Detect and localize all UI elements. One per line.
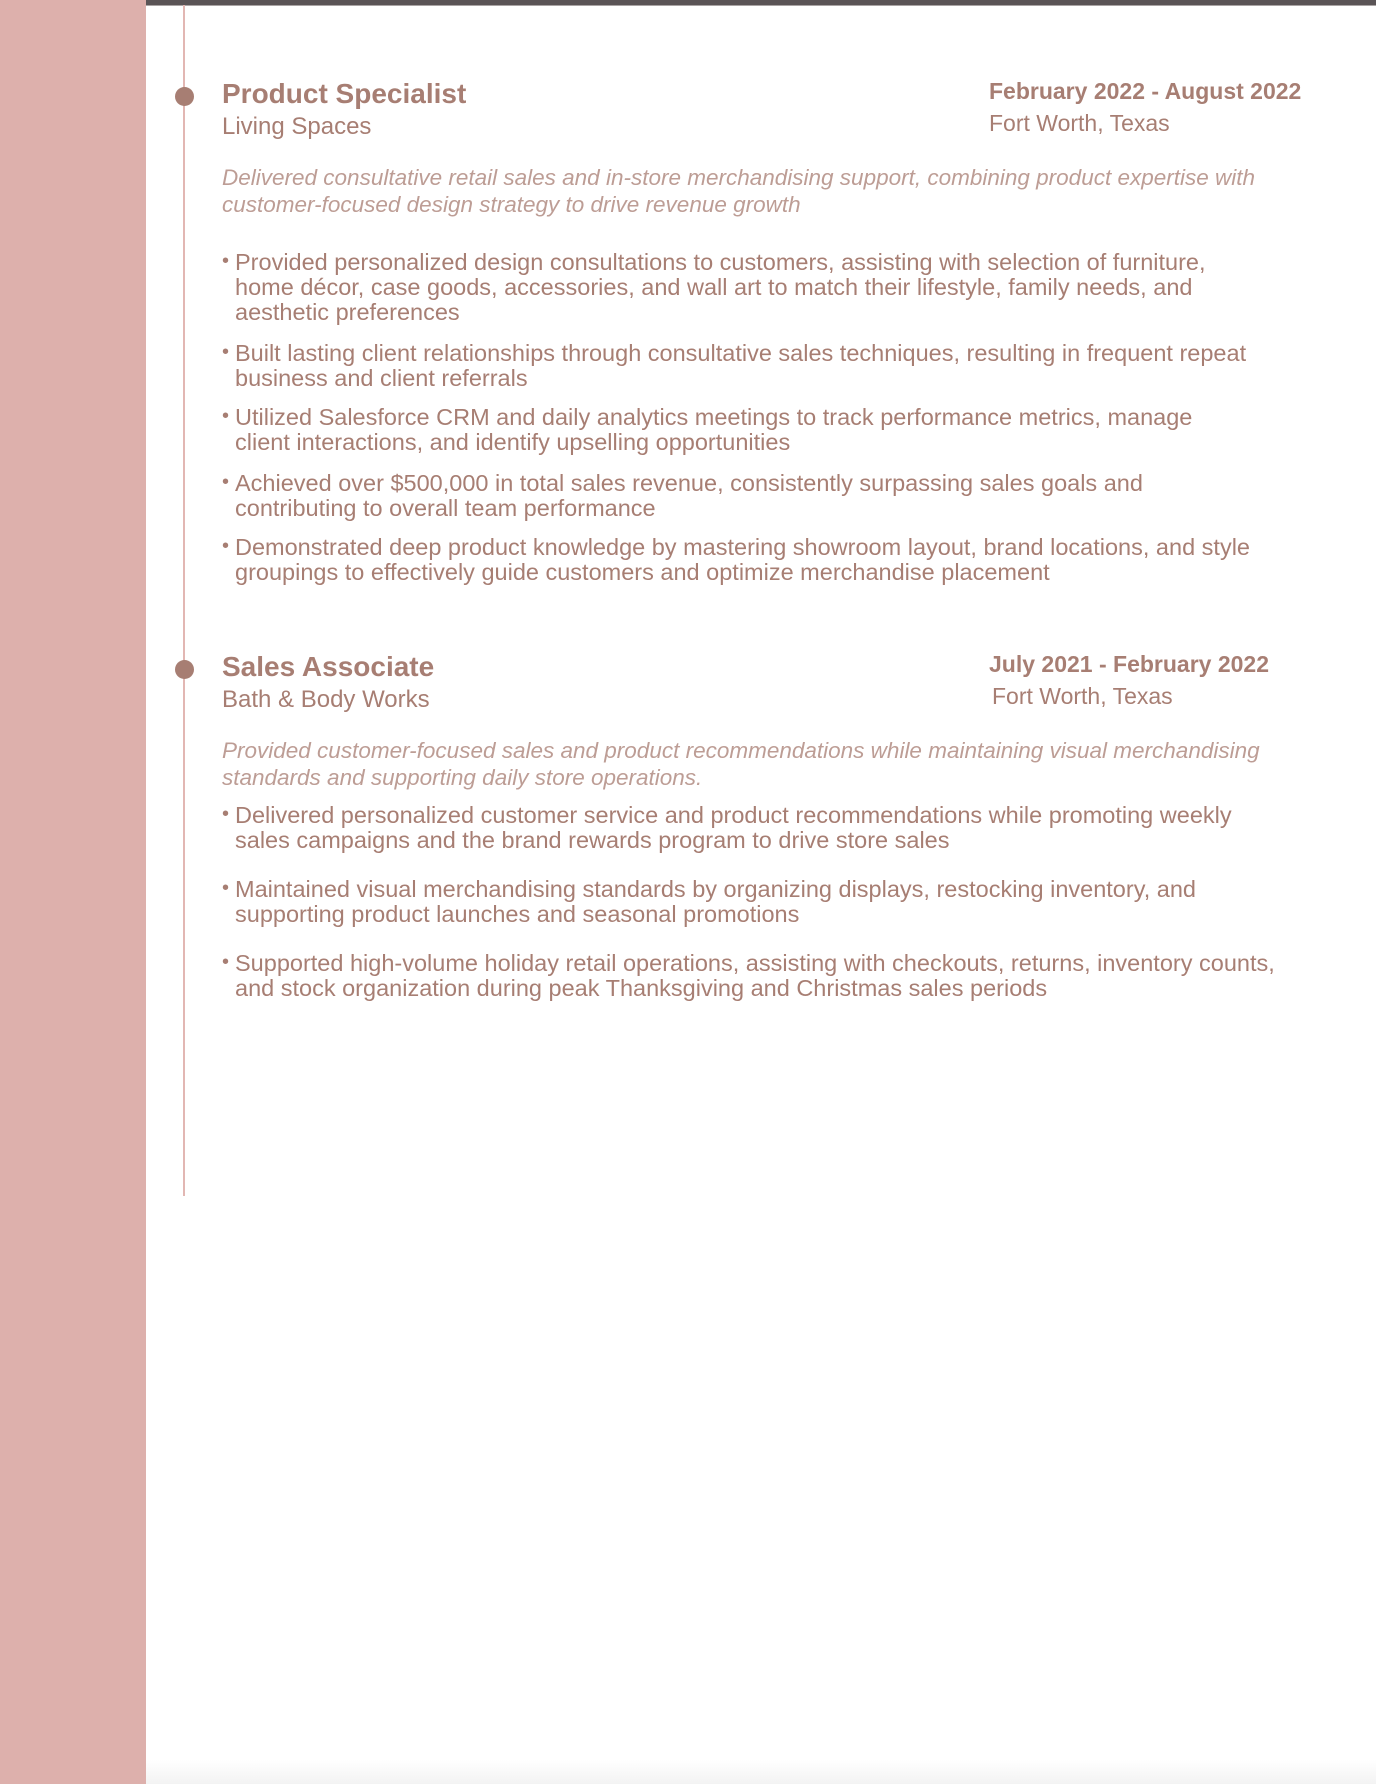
bullet-line: aesthetic preferences — [235, 299, 460, 325]
role-summary — [222, 164, 1312, 218]
timeline-dot — [175, 660, 194, 679]
bullet-icon: • — [222, 535, 230, 557]
bullet-icon: • — [222, 803, 230, 825]
responsibility-list — [222, 803, 1312, 1001]
responsibility-list — [222, 250, 1312, 585]
list-item — [222, 535, 1312, 585]
employment-dates: February 2022 - August 2022 — [989, 78, 1302, 104]
list-item — [222, 951, 1312, 1001]
bullet-icon: • — [222, 341, 230, 363]
employment-dates: July 2021 - February 2022 — [989, 651, 1269, 677]
list-item — [222, 250, 1312, 325]
bullet-icon: • — [222, 405, 230, 427]
job-location: Fort Worth, Texas — [992, 683, 1173, 709]
bullet-line: sales campaigns and the brand rewards program to drive store sales — [235, 827, 950, 853]
job-title: Sales Associate — [222, 651, 435, 682]
left-sidebar-panel — [0, 0, 146, 1784]
bullet-line: client interactions, and identify upselling opportunities — [235, 429, 791, 455]
company-name: Bath & Body Works — [222, 686, 430, 713]
job-location: Fort Worth, Texas — [989, 110, 1170, 136]
timeline-dot — [175, 87, 194, 106]
summary-line: customer-focused design strategy to drive revenue growth — [222, 192, 801, 217]
bullet-line: Built lasting client relationships through consultative sales techniques, resulting in frequent repeat — [235, 340, 1247, 366]
bullet-line: Demonstrated deep product knowledge by mastering showroom layout, brand locations, and style — [235, 534, 1250, 560]
bullet-line: Maintained visual merchandising standards by organizing displays, restocking inventory, and — [235, 876, 1196, 902]
bullet-line: Achieved over $500,000 in total sales revenue, consistently surpassing sales goals and — [235, 470, 1143, 496]
bullet-line: and stock organization during peak Thanksgiving and Christmas sales periods — [235, 975, 1048, 1001]
summary-line: Delivered consultative retail sales and in-store merchandising support, combining product expertise with — [222, 165, 1256, 190]
list-item — [222, 803, 1312, 853]
job-title: Product Specialist — [222, 78, 467, 109]
bullet-line: Utilized Salesforce CRM and daily analytics meetings to track performance metrics, manage — [235, 404, 1193, 430]
timeline-line — [183, 5, 185, 1196]
role-summary — [222, 737, 1312, 791]
list-item — [222, 341, 1312, 391]
bullet-line: Provided personalized design consultations to customers, assisting with selection of furniture, — [235, 249, 1206, 275]
bullet-line: business and client referrals — [235, 365, 528, 391]
bullet-line: contributing to overall team performance — [235, 495, 656, 521]
bullet-icon: • — [222, 250, 230, 272]
bullet-icon: • — [222, 877, 230, 899]
bullet-icon: • — [222, 471, 230, 493]
summary-line: standards and supporting daily store operations. — [222, 765, 703, 790]
top-divider — [146, 0, 1376, 6]
bullet-icon: • — [222, 951, 230, 973]
bullet-line: home décor, case goods, accessories, and wall art to match their lifestyle, family needs, and — [235, 274, 1193, 300]
list-item — [222, 405, 1312, 455]
page-bottom-shadow — [146, 1760, 1376, 1784]
bullet-line: Supported high-volume holiday retail operations, assisting with checkouts, returns, inventory counts, — [235, 950, 1275, 976]
bullet-line: supporting product launches and seasonal promotions — [235, 901, 800, 927]
list-item — [222, 471, 1312, 521]
list-item — [222, 877, 1312, 927]
bullet-line: Delivered personalized customer service and product recommendations while promoting weekly — [235, 802, 1232, 828]
summary-line: Provided customer-focused sales and product recommendations while maintaining visual merchandising — [222, 738, 1260, 763]
company-name: Living Spaces — [222, 113, 372, 140]
bullet-line: groupings to effectively guide customers and optimize merchandise placement — [235, 559, 1050, 585]
